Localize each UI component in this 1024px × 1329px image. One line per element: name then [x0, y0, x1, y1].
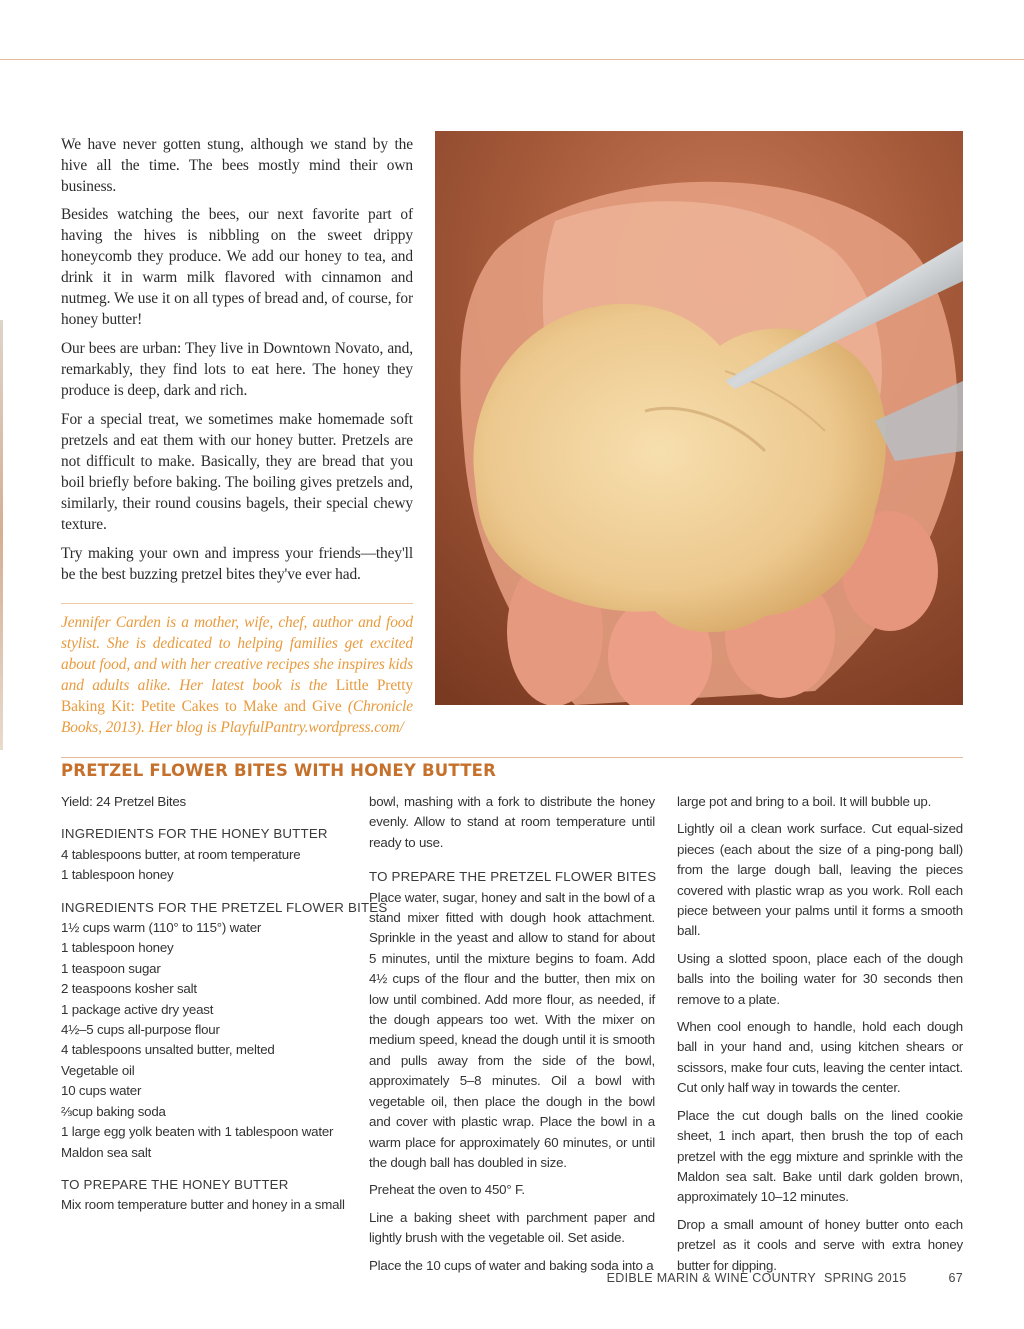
intro-paragraph-3: Our bees are urban: They live in Downtown Novato, and, remarkably, they find lots to eat here. The honey they produce is deep, dark and rich.: [61, 340, 413, 399]
ingredient-item: Maldon sea salt: [61, 1144, 152, 1160]
ingredient-item: 1½ cups warm (110° to 115°) water: [61, 920, 262, 936]
instruction-step: Place water, sugar, honey and salt in the bowl of a stand mixer fitted with dough hook attachment. Sprinkle in the yeast and allow to stand for about 5 minutes, until the mixture begins to foam. Add 4½ cups of the flour and the butter, then mix on low until combined. Add more flour, as needed, if the dough appears too wet. With the mixer on medium speed, knead the dough until it is smooth and pulls away from the side of the bowl, approximately 5–8 minutes. Oil a bowl with vegetable oil, then place the dough in the bowl and cover with plastic wrap. Place the bowl in a warm place for approximately 60 minutes, or until the dough ball has doubled in size.: [369, 889, 655, 1170]
intro-paragraph-4: For a special treat, we sometimes make homemade soft pretzels and eat them with our honey butter. Pretzels are not difficult to make. Basically, they are bread that you boil briefly before baking. The boiling gives pretzels and, similarly, their round cousins bagels, their special chewy texture.: [61, 411, 413, 533]
author-bio: [61, 612, 413, 738]
pretzel-dough-photo: [435, 131, 963, 705]
ingredient-item: 10 cups water: [61, 1083, 142, 1099]
intro-paragraph-2: Besides watching the bees, our next favorite part of having the hives is nibbling on the sweet drippy honeycomb they produce. We add our honey to tea, and drink it in warm milk flavored with cinnamon and nutmeg. We use it on all types of bread and, of course, for honey butter!: [61, 206, 413, 328]
page-number: 67: [948, 1271, 963, 1285]
intro-paragraph-1: We have never gotten stung, although we stand by the hive all the time. The bees mostly mind their own business.: [61, 136, 413, 195]
instruction-step: Place the cut dough balls on the lined cookie sheet, 1 inch apart, then brush the top of each pretzel with the egg mixture and sprinkle with the Maldon sea salt. Bake until dark golden brown, approximately 10–12 minutes.: [677, 1107, 963, 1205]
ingredient-item: 1 tablespoon honey: [61, 867, 174, 883]
recipe-divider: [61, 757, 963, 758]
instruction-step: Line a baking sheet with parchment paper and lightly brush with the vegetable oil. Set aside.: [369, 1209, 655, 1246]
ingredient-item: 1 teaspoon sugar: [61, 960, 161, 976]
recipe-title: PRETZEL FLOWER BITES WITH HONEY BUTTER: [61, 761, 497, 780]
top-rule: [0, 59, 1024, 60]
ingredient-item: 1 tablespoon honey: [61, 940, 174, 956]
ingredient-item: ⅔cup baking soda: [61, 1103, 166, 1119]
instruction-step: Lightly oil a clean work surface. Cut equal-sized pieces (each about the size of a ping-pong ball) from the large dough ball, leaving the pieces covered with plastic wrap as you work. Roll each piece between your palms until it forms a smooth ball.: [677, 821, 963, 939]
prepare-honey-butter-text-continued: bowl, mashing with a fork to distribute the honey evenly. Allow to stand at room temperature until ready to use.: [369, 794, 655, 850]
honey-butter-ingredients-heading: INGREDIENTS FOR THE HONEY BUTTER: [61, 826, 328, 842]
author-bio-text-end: (Chronicle Books, 2013). Her blog is PlayfulPantry.wordpress.com/: [61, 698, 413, 736]
page-edge-bleed: [0, 320, 3, 750]
instruction-step: Drop a small amount of honey butter onto each pretzel as it cools and serve with extra honey butter for dipping.: [677, 1216, 963, 1273]
ingredient-item: 1 package active dry yeast: [61, 1001, 214, 1017]
intro-paragraph-5: Try making your own and impress your friends—they'll be the best buzzing pretzel bites they've ever had.: [61, 545, 413, 583]
intro-article: [61, 134, 413, 746]
prepare-honey-butter-heading: TO PREPARE THE HONEY BUTTER: [61, 1176, 289, 1192]
prepare-pretzel-heading: TO PREPARE THE PRETZEL FLOWER BITES: [369, 869, 657, 885]
recipe-yield: Yield: 24 Pretzel Bites: [61, 794, 186, 809]
ingredient-item: 1 large egg yolk beaten with 1 tablespoon water: [61, 1124, 334, 1140]
ingredient-item: Vegetable oil: [61, 1062, 135, 1078]
recipe-column-2: [369, 792, 655, 1283]
prepare-honey-butter-text: Mix room temperature butter and honey in a small: [61, 1197, 345, 1213]
instruction-step: large pot and bring to a boil. It will bubble up.: [677, 794, 932, 809]
instruction-step: When cool enough to handle, hold each dough ball in your hand and, using kitchen shears or scissors, make four cuts, leaving the center intact. Cut only half way in towards the center.: [677, 1019, 963, 1096]
issue-label: SPRING 2015: [823, 1271, 907, 1285]
publication-name: EDIBLE MARIN & WINE COUNTRY: [606, 1271, 816, 1285]
ingredient-item: 4½–5 cups all-purpose flour: [61, 1022, 220, 1038]
instruction-step: Place the 10 cups of water and baking soda into a: [369, 1257, 654, 1273]
instruction-step: Using a slotted spoon, place each of the dough balls into the boiling water for 30 seconds then remove to a plate.: [677, 950, 963, 1007]
pretzel-ingredients-heading: INGREDIENTS FOR THE PRETZEL FLOWER BITES: [61, 899, 388, 915]
author-bio-text: Jennifer Carden is a mother, wife, chef, author and food stylist. She is dedicated to helping families get excited about food, and with her creative recipes she inspires kids and adults alike. Her latest book is the: [61, 614, 413, 694]
ingredient-item: 4 tablespoons butter, at room temperature: [61, 846, 301, 862]
page-footer: [607, 1271, 963, 1285]
bio-divider: [61, 603, 413, 604]
instruction-step: Preheat the oven to 450° F.: [369, 1182, 525, 1198]
ingredient-item: 4 tablespoons unsalted butter, melted: [61, 1042, 275, 1058]
ingredient-item: 2 teaspoons kosher salt: [61, 981, 197, 997]
recipe-column-1: [61, 792, 388, 1223]
book-title: Little Pretty Baking Kit: Petite Cakes to Make and Give: [61, 677, 413, 715]
recipe-column-3: [677, 792, 963, 1283]
